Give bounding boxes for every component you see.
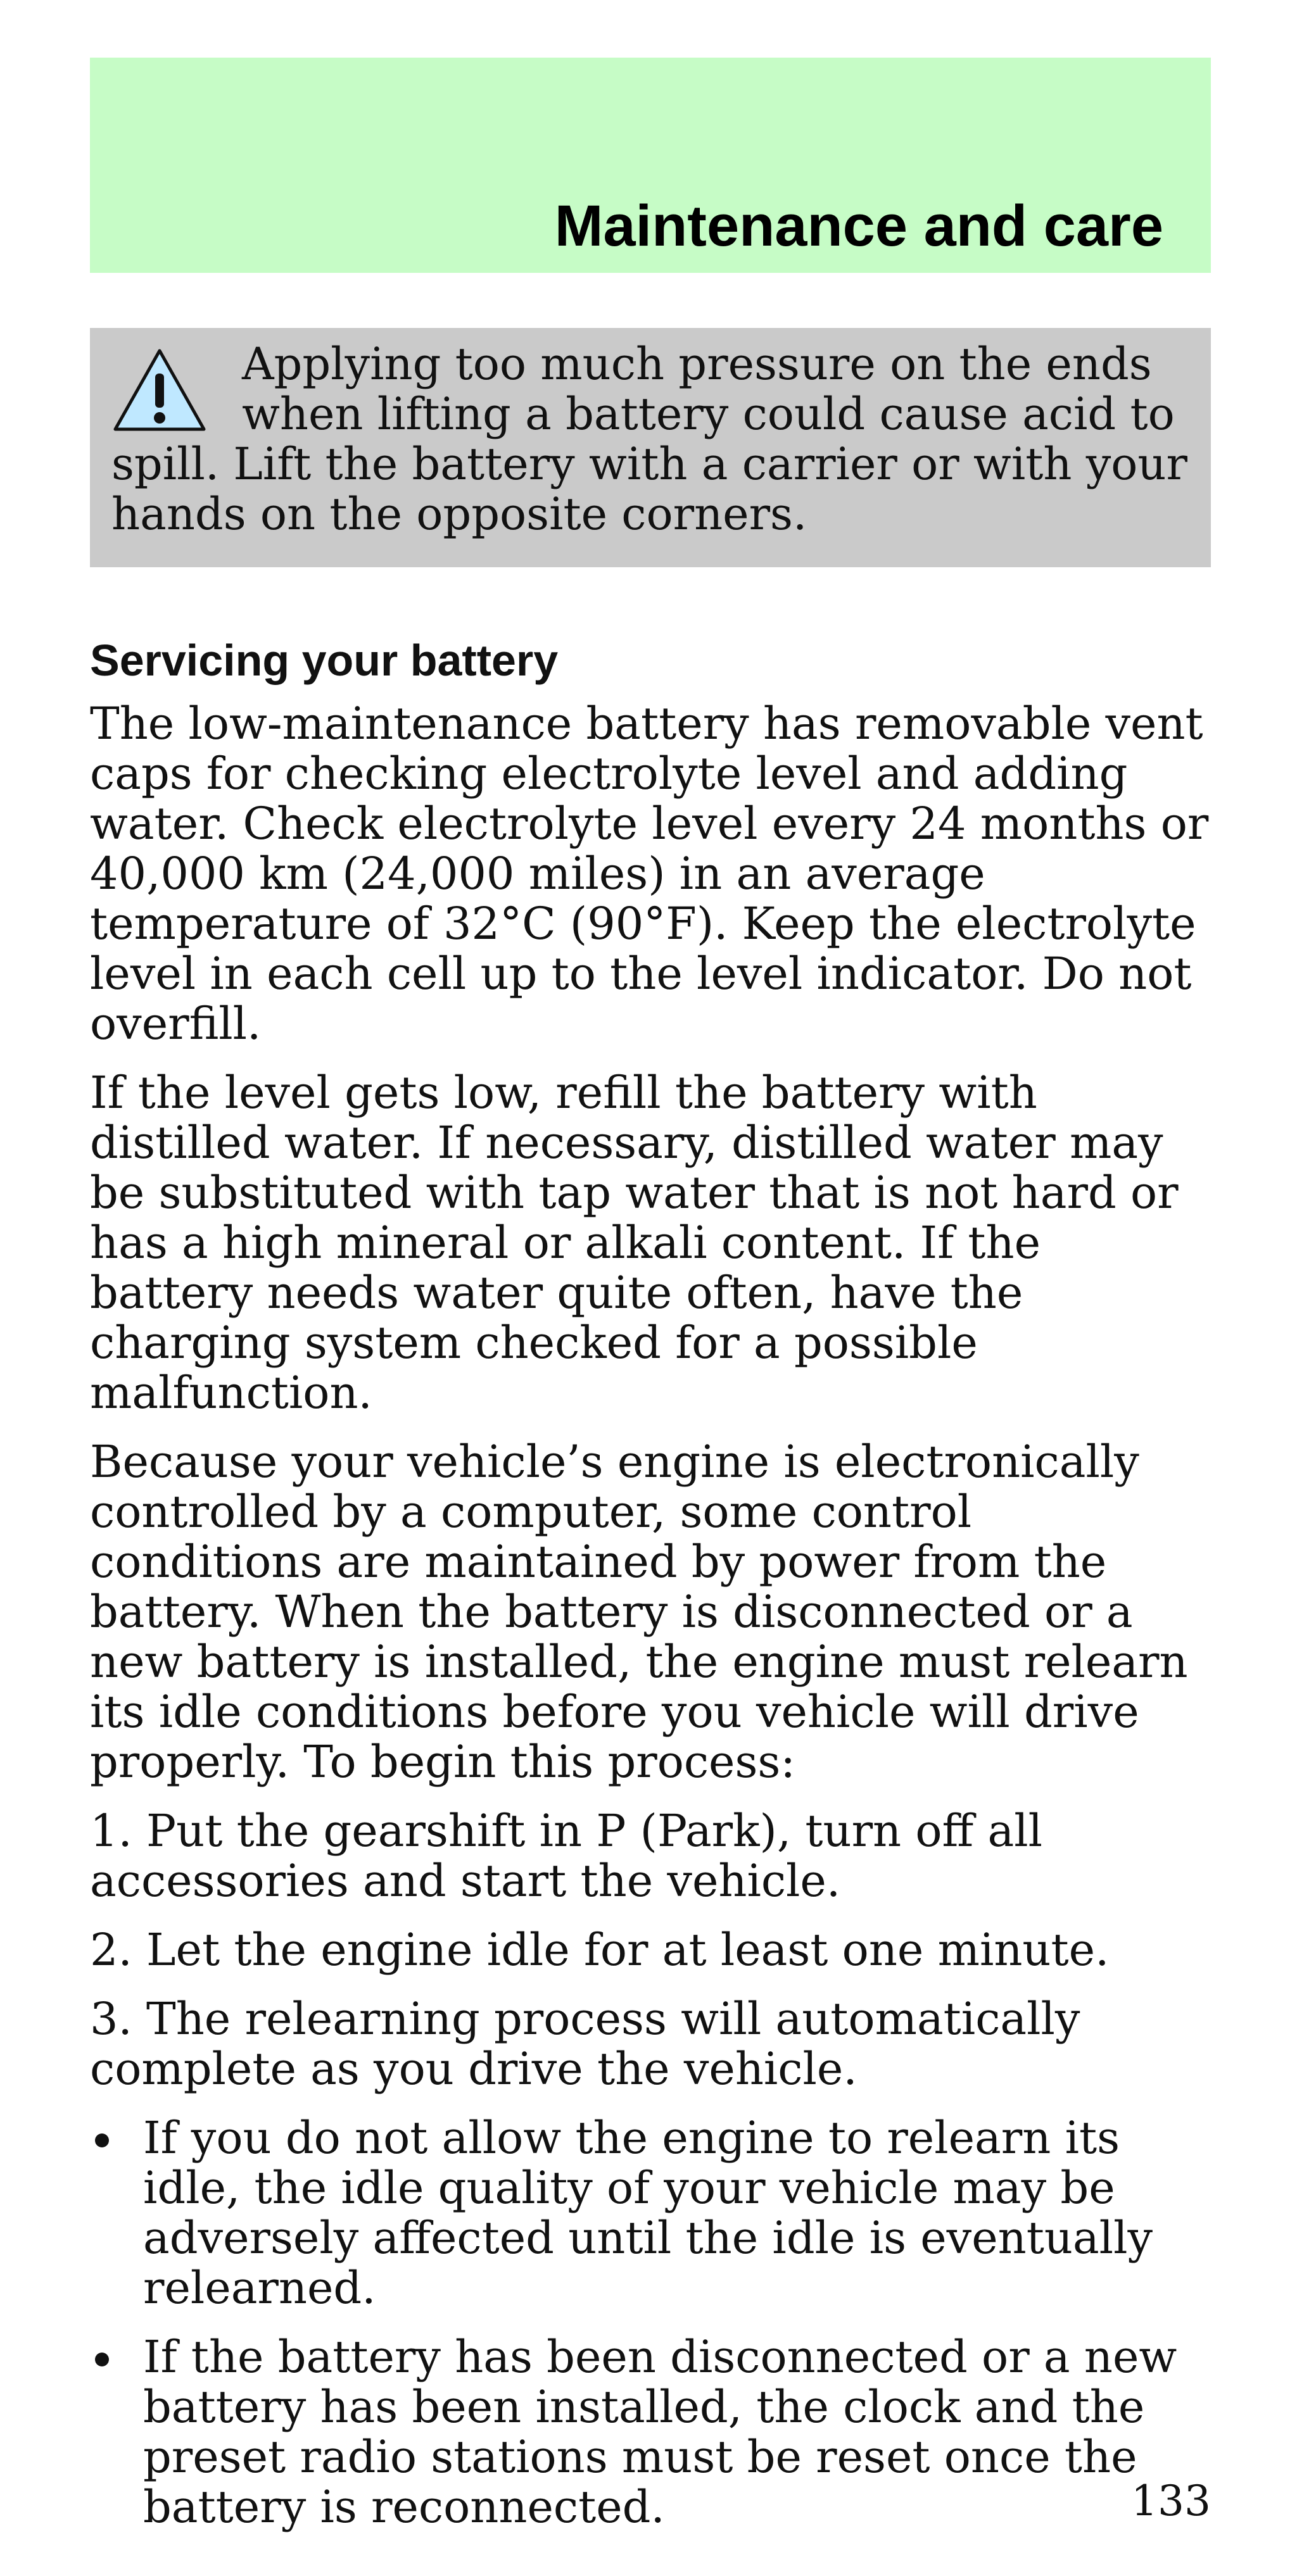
paragraph-relearn: Because your vehicle’s engine is electronically controlled by a computer, some control conditions are maintained by power from the battery. When the battery is disconnected or a new battery is installed, the engine must relearn its idle conditions before you vehicle will drive properly. To begin this process: [90,1436,1188,1788]
step-1: 1. Put the gearshift in P (Park), turn off all accessories and start the vehicle. [90,1805,1043,1907]
bullet-dot-icon [95,2353,109,2366]
section-heading: Servicing your battery [90,636,559,685]
step-3: 3. The relearning process will automatically complete as you drive the vehicle. [90,1993,1080,2095]
bullet-item [90,2332,1211,2532]
header-band [90,58,1211,273]
warning-icon-spacer [111,339,242,439]
paragraph-refill: If the level gets low, refill the battery with distilled water. If necessary, distilled water may be substituted with tap water that is not hard or has a high mineral or alkali content. If the battery needs water quite often, have the charging system checked for a possible malfunction. [90,1067,1179,1419]
paragraph-maintenance: The low-maintenance battery has removable vent caps for checking electrolyte level and adding water. Check electrolyte level every 24 months or 40,000 km (24,000 miles) in an average temperature of 32°C (90°F). Keep the electrolyte level in each cell up to the level indicator. Do not overfill. [90,698,1209,1050]
warning-message: Applying too much pressure on the ends when lifting a battery could cause acid to spill. Lift the battery with a carrier or with your hands on the opposite corners. [111,338,1187,540]
step-2: 2. Let the engine idle for at least one minute. [90,1924,1110,1976]
bullet-item [90,2113,1211,2313]
main-content [90,633,1211,2551]
bullet-dot-icon [95,2133,109,2147]
bullet-text: If the battery has been disconnected or a new battery has been installed, the clock and the preset radio stations must be reset once the battery is reconnected. [143,2331,1177,2533]
page-number: 133 [1131,2477,1211,2525]
bullet-list [90,2113,1211,2532]
page-title: Maintenance and care [554,194,1163,258]
warning-text-block [111,339,1194,539]
bullet-text: If you do not allow the engine to relearn its idle, the idle quality of your vehicle may be adversely affected until the idle is eventually relearned. [143,2112,1153,2314]
warning-box [90,328,1211,567]
